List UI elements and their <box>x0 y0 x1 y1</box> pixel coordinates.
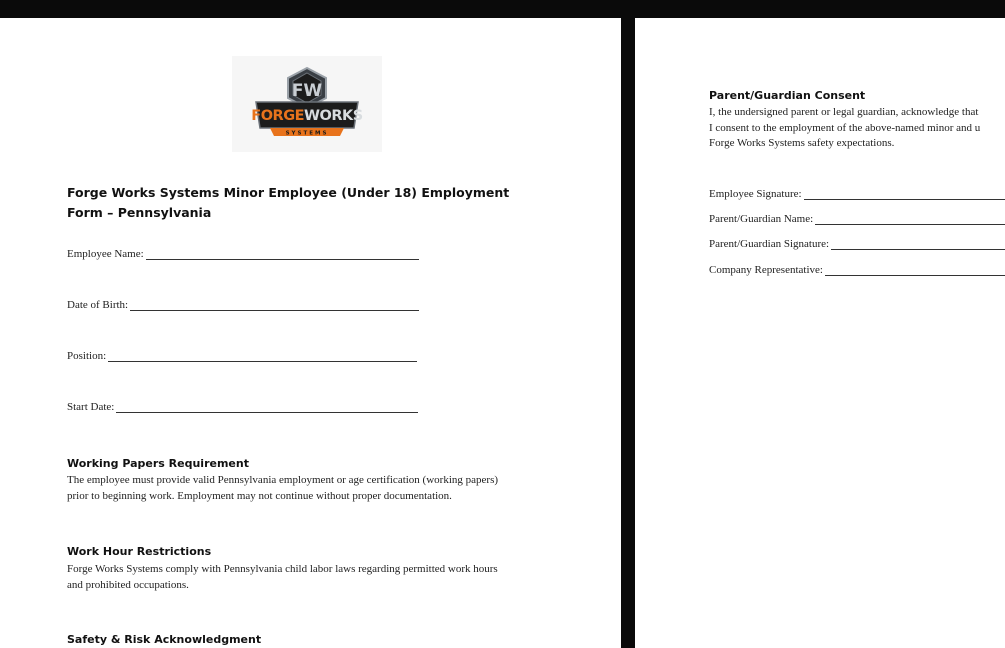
safety-heading: Safety & Risk Acknowledgment <box>67 633 262 646</box>
date-of-birth-line <box>130 300 419 311</box>
svg-text:FORGEWORKS: FORGEWORKS <box>251 108 363 124</box>
company-representative-label: Company Representative: <box>709 264 823 276</box>
date-of-birth-field[interactable] <box>67 299 419 311</box>
date-of-birth-label: Date of Birth: <box>67 299 129 311</box>
employee-name-label: Employee Name: <box>67 248 144 260</box>
work-hour-line-1: Forge Works Systems comply with Pennsylvania child labor laws regarding permitted work hours <box>67 563 498 575</box>
svg-text:FW: FW <box>291 81 323 101</box>
employee-name-field[interactable] <box>67 248 419 260</box>
consent-line-1: I, the undersigned parent or legal guardian, acknowledge that <box>709 106 979 118</box>
company-representative-field[interactable] <box>709 264 1005 276</box>
start-date-line <box>116 402 418 413</box>
employee-signature-line <box>804 189 1005 200</box>
page-2[interactable] <box>635 18 1005 648</box>
page-1[interactable] <box>0 18 621 648</box>
work-hour-text <box>67 562 547 593</box>
form-title: Forge Works Systems Minor Employee (Under 18) Employment Form – Pennsylvania <box>67 185 510 220</box>
company-representative-line <box>825 265 1005 276</box>
start-date-field[interactable] <box>67 401 418 413</box>
forgeworks-logo-graphic <box>232 56 382 152</box>
guardian-name-field[interactable] <box>709 213 1005 225</box>
guardian-signature-field[interactable] <box>709 238 1005 250</box>
consent-heading: Parent/Guardian Consent <box>709 89 866 102</box>
working-papers-line-2: prior to beginning work. Employment may not continue without proper documentation. <box>67 489 452 502</box>
work-hour-line-2: and prohibited occupations. <box>67 578 189 591</box>
working-papers-heading: Working Papers Requirement <box>67 457 249 470</box>
consent-line-3: Forge Works Systems safety expectations. <box>709 137 895 149</box>
work-hour-heading: Work Hour Restrictions <box>67 545 212 558</box>
guardian-signature-line <box>831 239 1005 250</box>
guardian-name-label: Parent/Guardian Name: <box>709 213 814 225</box>
employee-signature-field[interactable] <box>709 188 1005 200</box>
employee-name-line <box>146 249 419 260</box>
working-papers-text <box>67 473 547 504</box>
guardian-name-line <box>815 214 1005 225</box>
start-date-label: Start Date: <box>67 401 115 413</box>
employee-signature-label: Employee Signature: <box>709 188 802 200</box>
forgeworks-logo <box>232 56 382 152</box>
working-papers-line-1: The employee must provide valid Pennsylvania employment or age certification (working papers) <box>67 474 499 486</box>
svg-text:SYSTEMS: SYSTEMS <box>285 130 329 137</box>
position-label: Position: <box>67 350 107 362</box>
consent-line-2: I consent to the employment of the above-named minor and u <box>709 121 981 134</box>
position-line <box>108 351 417 362</box>
position-field[interactable] <box>67 350 417 362</box>
guardian-signature-label: Parent/Guardian Signature: <box>709 238 830 250</box>
consent-text <box>709 105 1005 152</box>
